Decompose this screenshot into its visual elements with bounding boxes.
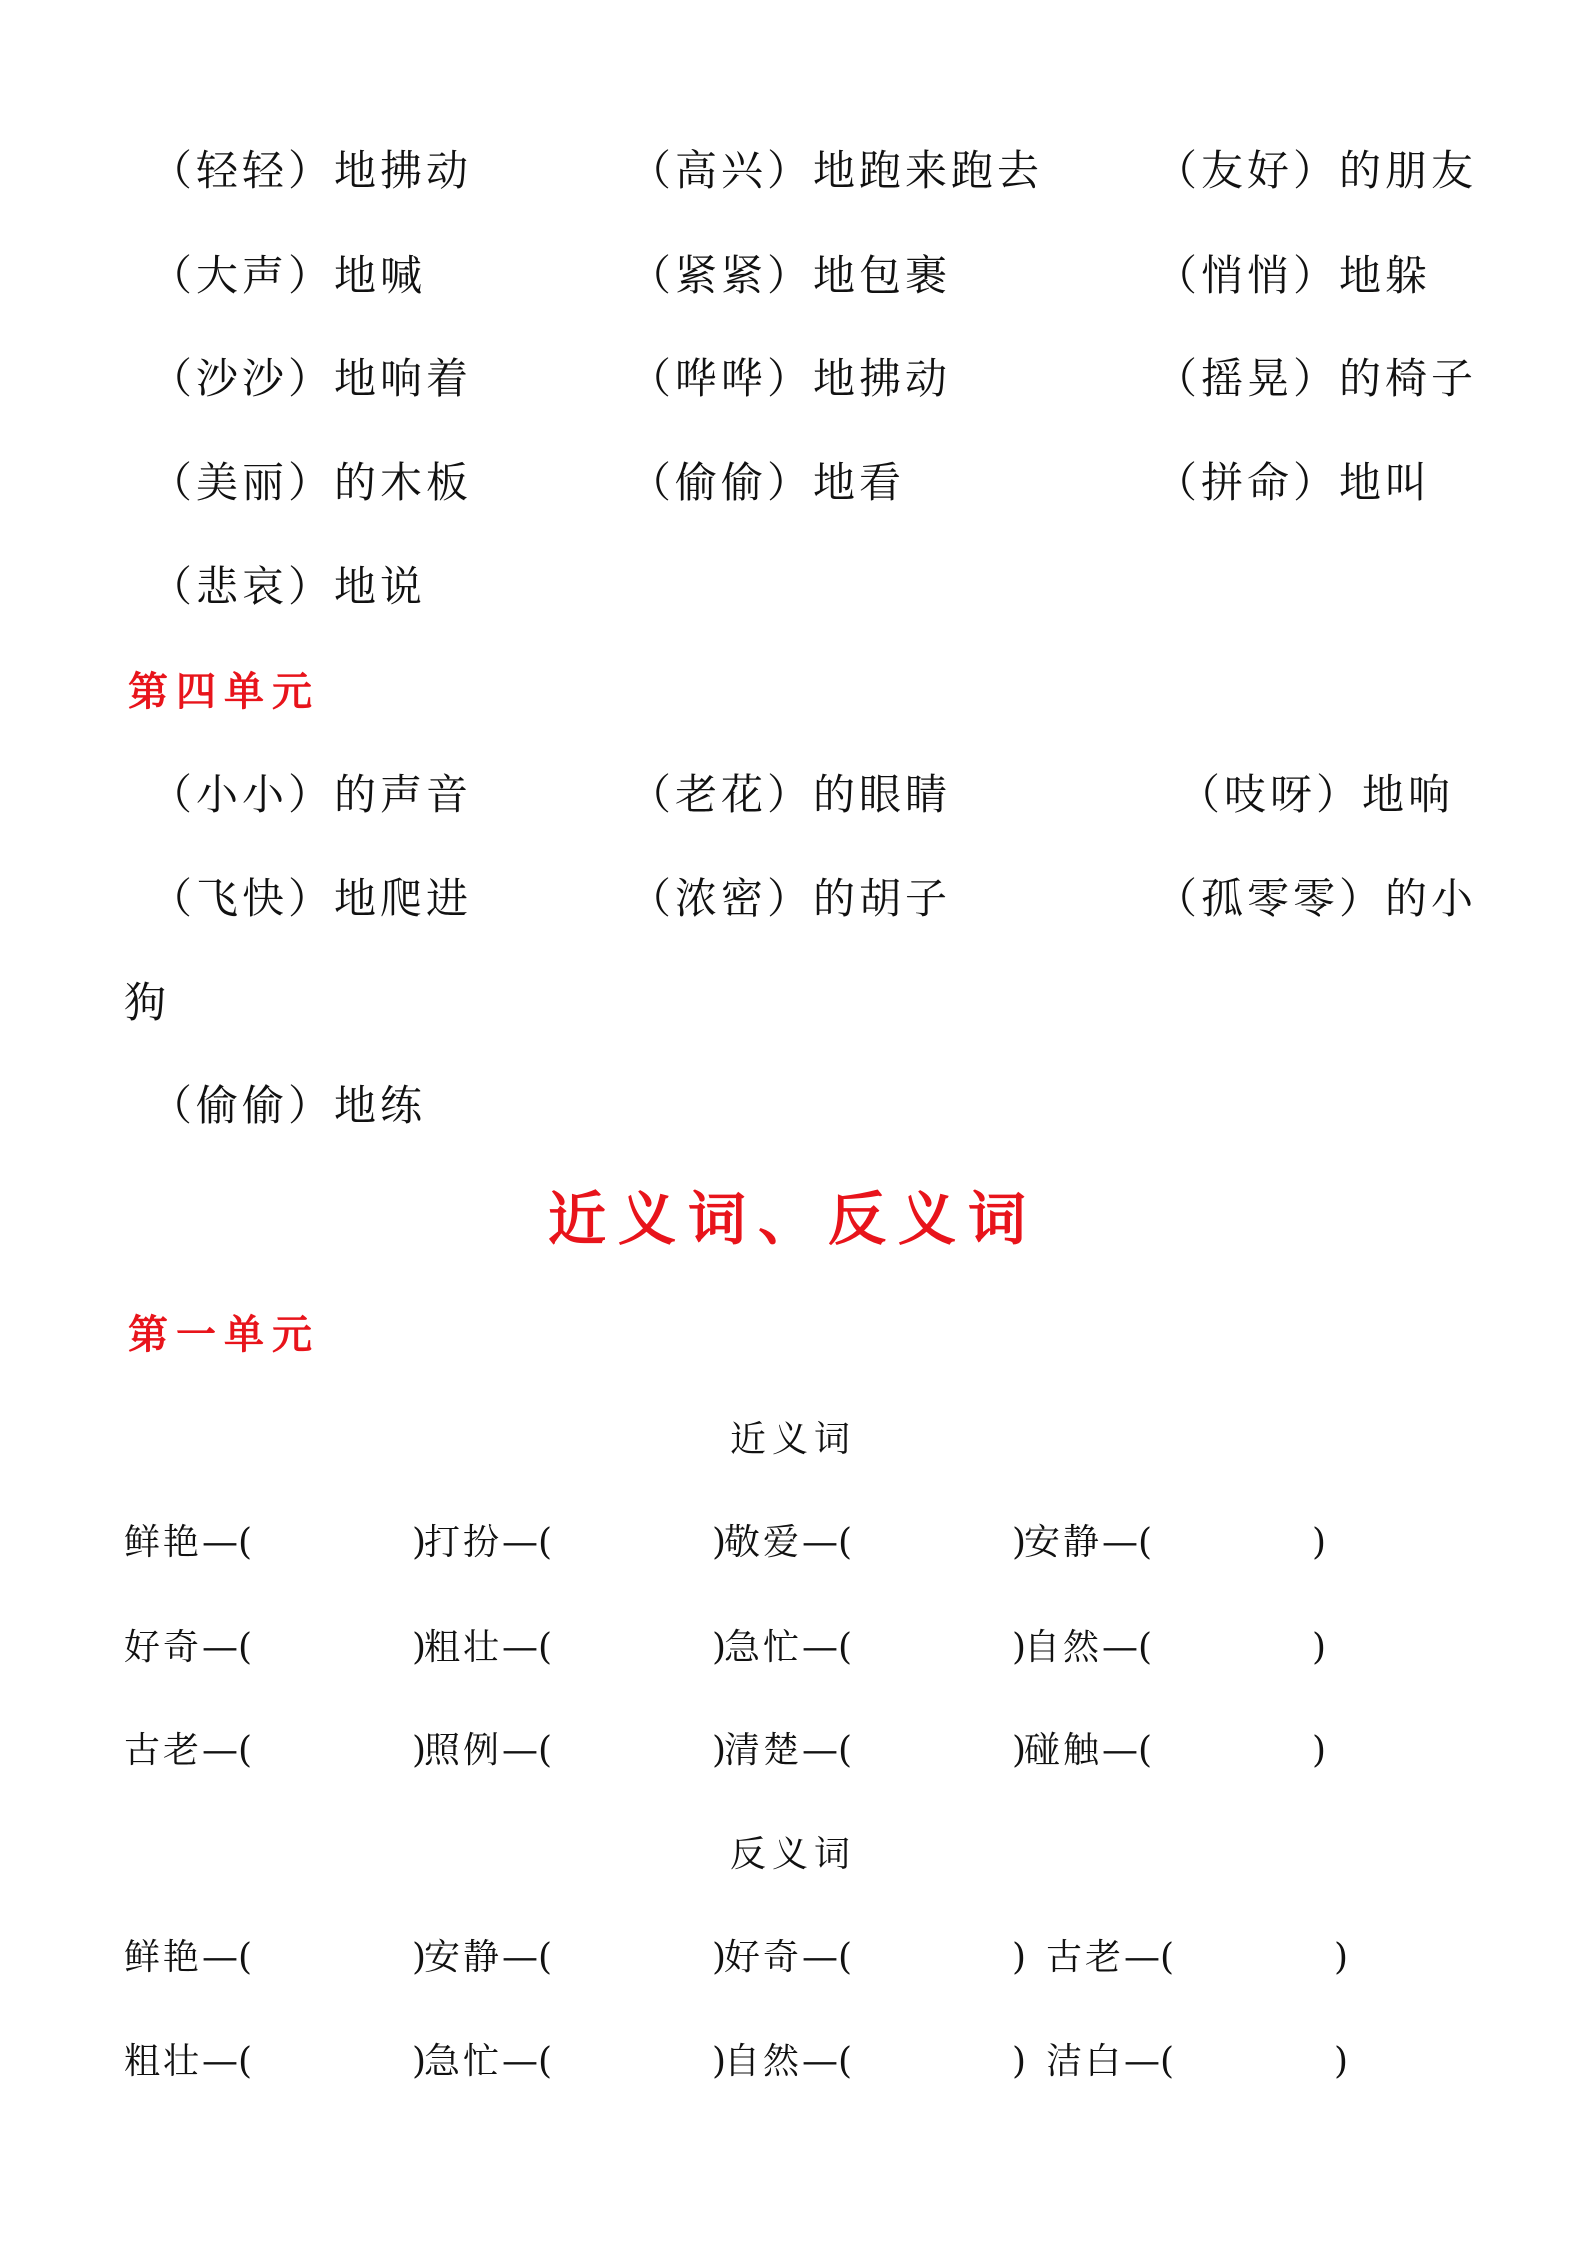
- word: 安静: [424, 1937, 503, 1978]
- word: 自然: [1024, 1627, 1103, 1668]
- phrase-item: （大声）地喊: [150, 251, 427, 300]
- word: 古老: [1046, 1937, 1125, 1978]
- main-title: 近义词、反义词: [547, 1185, 1038, 1253]
- answer-blank-close: ): [712, 1937, 727, 1978]
- word: 粗壮: [424, 1627, 503, 1668]
- word: 清楚: [724, 1730, 803, 1771]
- phrase-item: （悲哀）地说: [150, 562, 427, 611]
- answer-blank-open: —(: [802, 1937, 853, 1978]
- word: 自然: [724, 2041, 803, 2082]
- word: 好奇: [724, 1937, 803, 1978]
- antonyms-label: 反义词: [729, 1834, 856, 1875]
- answer-blank-open: —(: [802, 2041, 853, 2082]
- word: 鲜艳: [124, 1937, 203, 1978]
- answer-blank-close: ): [712, 1730, 727, 1771]
- phrase-item: （孤零零）的小: [1155, 874, 1478, 923]
- word-pair: [424, 2041, 553, 2082]
- answer-blank-open: —(: [202, 1522, 253, 1563]
- answer-blank-close: ): [1334, 2041, 1349, 2082]
- answer-blank-open: —(: [1124, 1937, 1175, 1978]
- word: 好奇: [124, 1627, 203, 1668]
- answer-blank-open: —(: [202, 1627, 253, 1668]
- phrase-item: （飞快）地爬进: [150, 874, 473, 923]
- answer-blank-close: ): [1312, 1730, 1327, 1771]
- phrase-item: 狗: [124, 978, 171, 1027]
- phrase-item: （偷偷）地练: [150, 1081, 427, 1130]
- phrase-item: （摇晃）的椅子: [1155, 354, 1478, 403]
- word-pair: [424, 1627, 553, 1668]
- answer-blank-open: —(: [802, 1627, 853, 1668]
- word: 碰触: [1024, 1730, 1103, 1771]
- phrase-item: （拼命）地叫: [1155, 458, 1432, 507]
- word: 鲜艳: [124, 1522, 203, 1563]
- phrase-item: （紧紧）地包裹: [629, 251, 952, 300]
- answer-blank-open: —(: [1102, 1627, 1153, 1668]
- phrase-item: （小小）的声音: [150, 770, 473, 819]
- word: 安静: [1024, 1522, 1103, 1563]
- word: 敬爱: [724, 1522, 803, 1563]
- phrase-item: （吱呀）地响: [1178, 770, 1455, 819]
- synonyms-label: 近义词: [729, 1419, 856, 1460]
- answer-blank-open: —(: [502, 1937, 553, 1978]
- phrase-item: （哗哗）地拂动: [629, 354, 952, 403]
- phrase-item: （轻轻）地拂动: [150, 146, 473, 195]
- answer-blank-open: —(: [802, 1522, 853, 1563]
- answer-blank-close: ): [1012, 1730, 1027, 1771]
- word: 照例: [424, 1730, 503, 1771]
- word-pair: [724, 1627, 853, 1668]
- word-pair: [724, 1937, 853, 1978]
- answer-blank-open: —(: [202, 2041, 253, 2082]
- answer-blank-close: ): [1012, 1937, 1027, 1978]
- answer-blank-close: ): [1012, 2041, 1027, 2082]
- word-pair: [1046, 2041, 1175, 2082]
- word-pair: [124, 1627, 253, 1668]
- word-pair: [424, 1937, 553, 1978]
- answer-blank-open: —(: [1102, 1730, 1153, 1771]
- answer-blank-open: —(: [502, 1522, 553, 1563]
- word-pair: [1024, 1627, 1153, 1668]
- word-pair: [124, 1730, 253, 1771]
- word: 粗壮: [124, 2041, 203, 2082]
- answer-blank-close: ): [412, 1937, 427, 1978]
- word: 古老: [124, 1730, 203, 1771]
- word: 急忙: [724, 1627, 803, 1668]
- phrase-item: （悄悄）地躲: [1155, 251, 1432, 300]
- answer-blank-open: —(: [502, 1627, 553, 1668]
- answer-blank-close: ): [712, 1522, 727, 1563]
- word-pair: [1046, 1937, 1175, 1978]
- unit-heading: 第一单元: [128, 1311, 320, 1358]
- answer-blank-close: ): [712, 2041, 727, 2082]
- answer-blank-close: ): [1012, 1627, 1027, 1668]
- phrase-item: （沙沙）地响着: [150, 354, 473, 403]
- word-pair: [724, 1730, 853, 1771]
- word-pair: [124, 2041, 253, 2082]
- answer-blank-close: ): [412, 1627, 427, 1668]
- word-pair: [1024, 1730, 1153, 1771]
- answer-blank-open: —(: [202, 1937, 253, 1978]
- phrase-item: （高兴）地跑来跑去: [629, 146, 1044, 195]
- word-pair: [424, 1730, 553, 1771]
- word-pair: [124, 1937, 253, 1978]
- word: 急忙: [424, 2041, 503, 2082]
- answer-blank-close: ): [1012, 1522, 1027, 1563]
- answer-blank-open: —(: [502, 1730, 553, 1771]
- answer-blank-close: ): [412, 1730, 427, 1771]
- answer-blank-open: —(: [202, 1730, 253, 1771]
- answer-blank-open: —(: [1124, 2041, 1175, 2082]
- word-pair: [724, 1522, 853, 1563]
- word-pair: [724, 2041, 853, 2082]
- phrase-item: （美丽）的木板: [150, 458, 473, 507]
- word-pair: [124, 1522, 253, 1563]
- phrase-item: （偷偷）地看: [629, 458, 906, 507]
- phrase-item: （浓密）的胡子: [629, 874, 952, 923]
- answer-blank-close: ): [1312, 1522, 1327, 1563]
- word: 打扮: [424, 1522, 503, 1563]
- word-pair: [1024, 1522, 1153, 1563]
- answer-blank-close: ): [1334, 1937, 1349, 1978]
- phrase-item: （老花）的眼睛: [629, 770, 952, 819]
- word-pair: [424, 1522, 553, 1563]
- answer-blank-close: ): [1312, 1627, 1327, 1668]
- answer-blank-open: —(: [1102, 1522, 1153, 1563]
- answer-blank-close: ): [412, 2041, 427, 2082]
- answer-blank-close: ): [712, 1627, 727, 1668]
- phrase-item: （友好）的朋友: [1155, 146, 1478, 195]
- answer-blank-close: ): [412, 1522, 427, 1563]
- unit-heading: 第四单元: [128, 668, 320, 715]
- answer-blank-open: —(: [502, 2041, 553, 2082]
- answer-blank-open: —(: [802, 1730, 853, 1771]
- word: 洁白: [1046, 2041, 1125, 2082]
